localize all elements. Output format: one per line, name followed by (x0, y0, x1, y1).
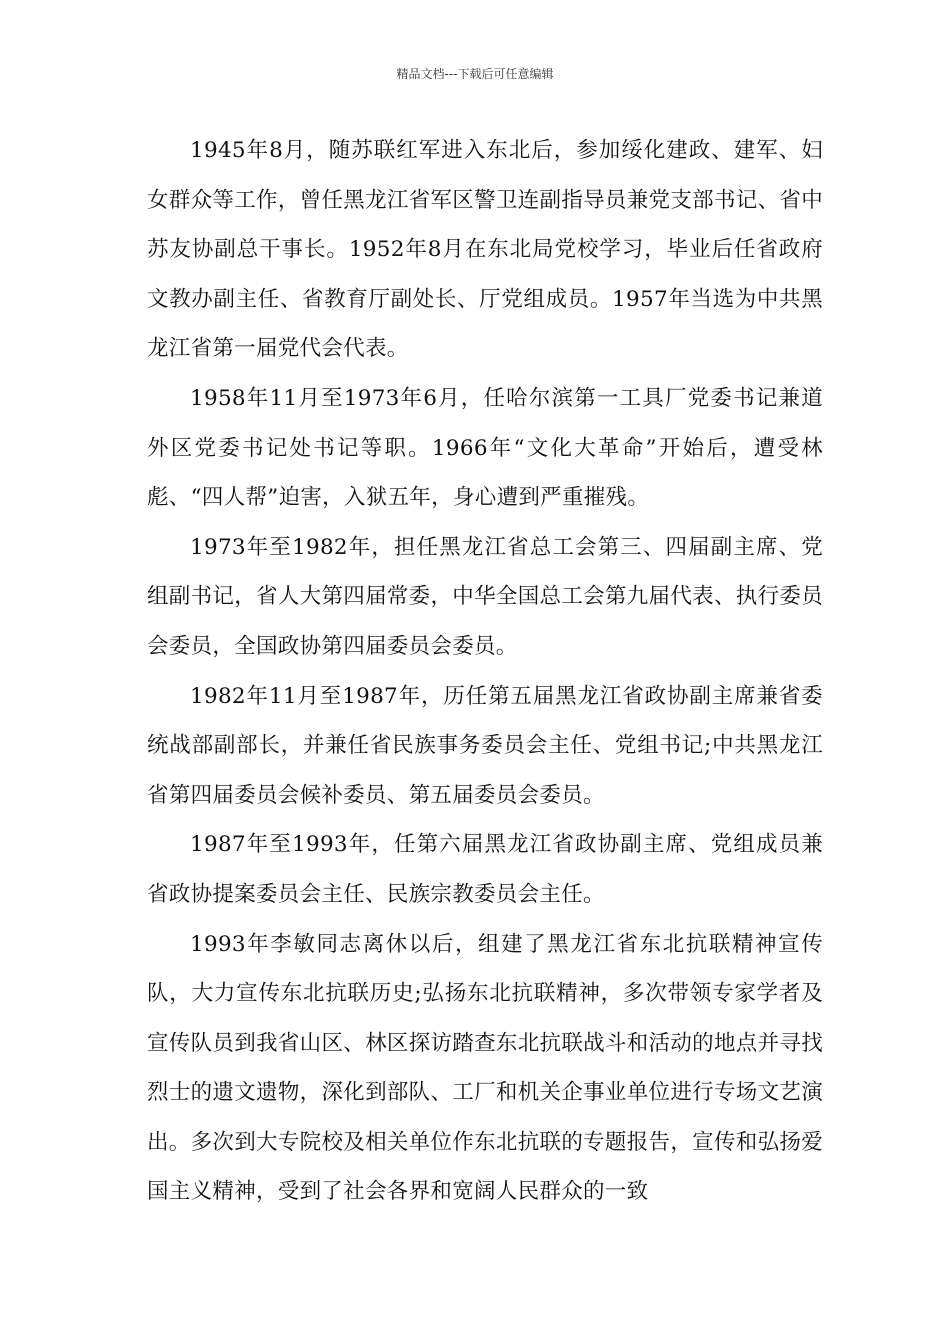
paragraph-6: 1993年李敏同志离休以后，组建了黑龙江省东北抗联精神宣传队，大力宣传东北抗联历史;弘扬东北抗联精神，多次带领专家学者及宣传队员到我省山区、林区探访踏查东北抗联战斗和活动的地点并寻找烈士的遗文遗物，深化到部队、工厂和机关企事业单位进行专场文艺演出。多次到大专院校及相关单位作东北抗联的专题报告，宣传和弘扬爱国主义精神，受到了社会各界和宽阔人民群众的一致 (147, 931, 823, 1205)
paragraph-4: 1982年11月至1987年，历任第五届黑龙江省政协副主席兼省委统战部副部长，并兼任省民族事务委员会主任、党组书记;中共黑龙江省第四届委员会候补委员、第五届委员会委员。 (147, 683, 823, 808)
document-body (147, 126, 823, 1217)
paragraph-1: 1945年8月，随苏联红军进入东北后，参加绥化建政、建军、妇女群众等工作，曾任黑龙江省军区警卫连副指导员兼党支部书记、省中苏友协副总干事长。1952年8月在东北局党校学习，毕业后任省政府文教办副主任、省教育厅副处长、厅党组成员。1957年当选为中共黑龙江省第一届党代会代表。 (147, 138, 823, 362)
paragraph-2: 1958年11月至1973年6月，任哈尔滨第一工具厂党委书记兼道外区党委书记处书记等职。1966年“文化大革命”开始后，遭受林彪、“四人帮”迫害，入狱五年，身心遭到严重摧残。 (147, 385, 823, 511)
paragraph-3: 1973年至1982年，担任黑龙江省总工会第三、四届副主席、党组副书记，省人大第四届常委，中华全国总工会第九届代表、执行委员会委员，全国政协第四届委员会委员。 (147, 534, 823, 659)
paragraph-5: 1987年至1993年，任第六届黑龙江省政协副主席、党组成员兼省政协提案委员会主任、民族宗教委员会主任。 (147, 832, 823, 907)
page-header: 精品文档---下载后可任意编辑 (396, 67, 554, 81)
